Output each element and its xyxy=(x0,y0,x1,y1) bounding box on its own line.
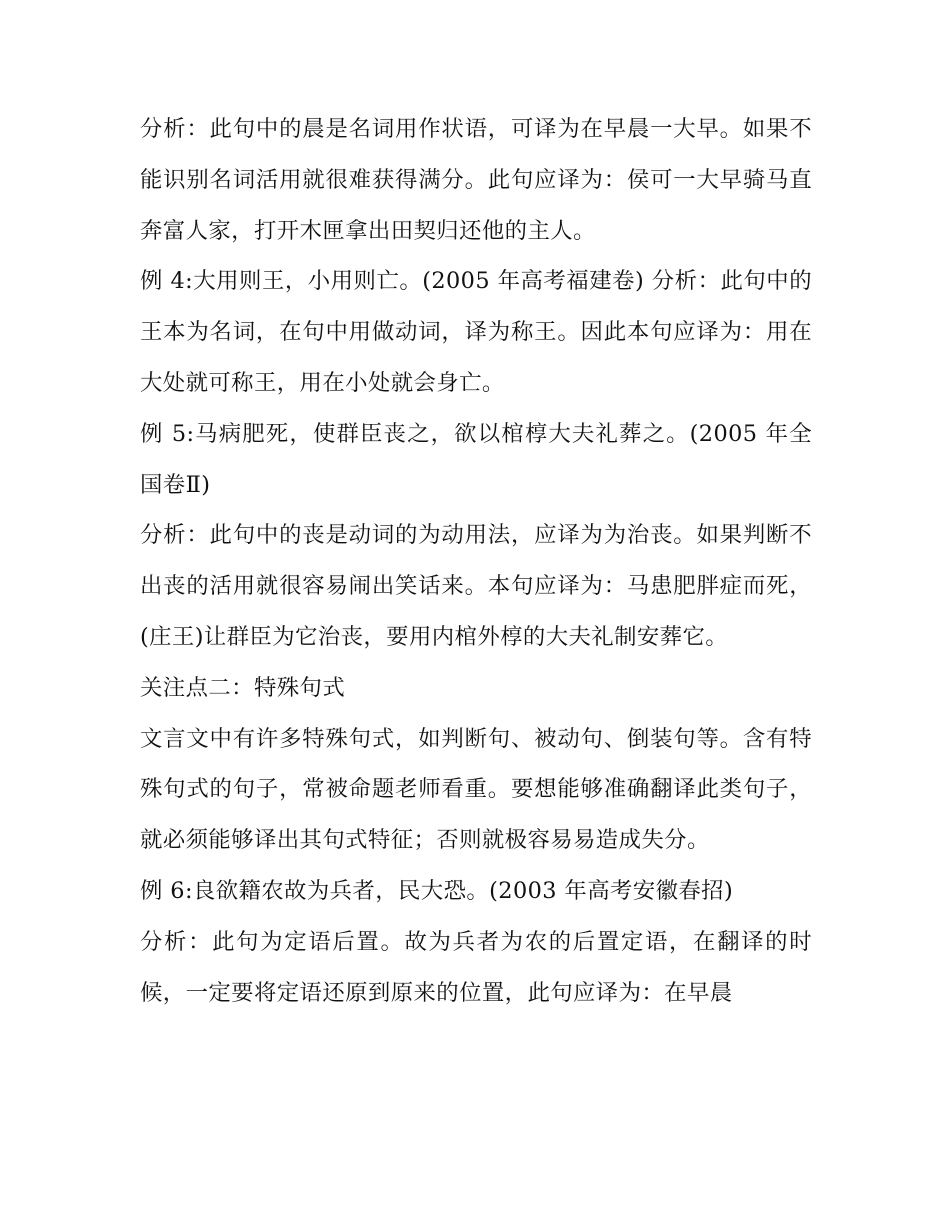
analysis-paragraph-2: 分析：此句中的丧是动词的为动用法，应译为为治丧。如果判断不出丧的活用就很容易闹出笑话来。本句应译为：马患肥胖症而死，(庄王)让群臣为它治丧，要用内棺外椁的大夫礼制安葬它。 xyxy=(140,522,812,650)
section-heading: 关注点二：特殊句式 xyxy=(140,674,346,701)
analysis-paragraph-1: 分析：此句中的晨是名词用作状语，可译为在早晨一大早。如果不能识别名词活用就很难获得满分。此句应译为：侯可一大早骑马直奔富人家，打开木匣拿出田契归还他的主人。 xyxy=(140,116,812,244)
section-intro-paragraph: 文言文中有许多特殊句式，如判断句、被动句、倒装句等。含有特殊句式的句子，常被命题老师看重。要想能够准确翻译此类句子，就必须能够译出其句式特征；否则就极容易易造成失分。 xyxy=(140,725,812,854)
analysis-paragraph-3: 分析：此句为定语后置。故为兵者为农的后置定语，在翻译的时候，一定要将定语还原到原来的位置，此句应译为：在早晨 xyxy=(140,928,812,1006)
document-page xyxy=(140,104,812,1018)
example-4-paragraph: 例 4:大用则王，小用则亡。(2005 年高考福建卷) 分析：此句中的王本为名词，在句中用做动词，译为称王。因此本句应译为：用在大处就可称王，用在小处就会身亡。 xyxy=(140,268,812,396)
example-5-paragraph: 例 5:马病肥死，使群臣丧之，欲以棺椁大夫礼葬之。(2005 年全国卷Ⅱ) xyxy=(140,420,812,498)
example-6-paragraph: 例 6:良欲籍农故为兵者，民大恐。(2003 年高考安徽春招) xyxy=(140,877,734,904)
